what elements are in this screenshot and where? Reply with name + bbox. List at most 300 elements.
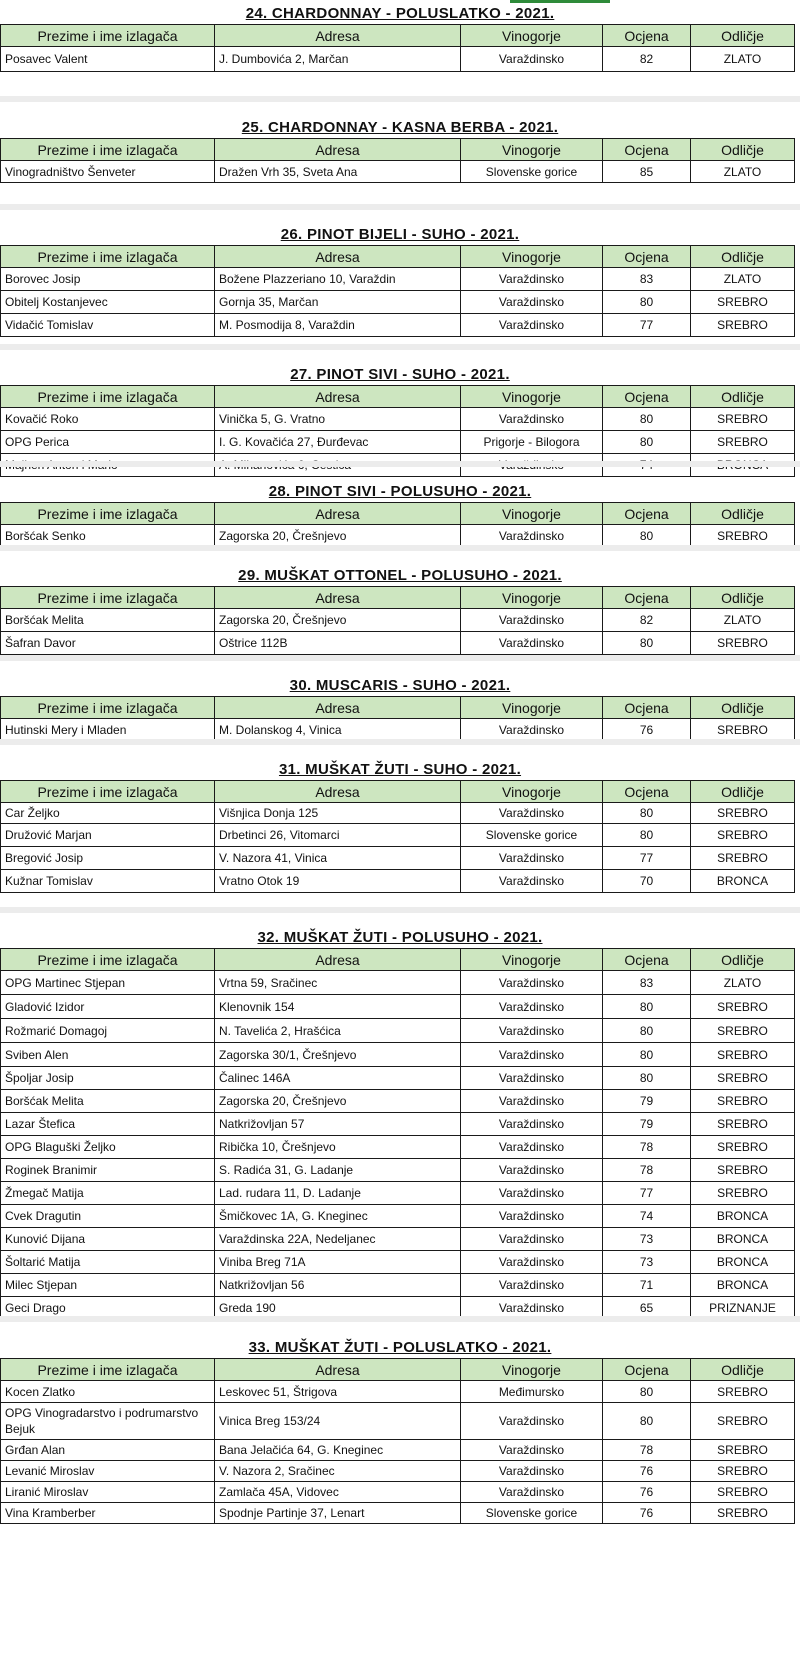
cell-score: 80	[603, 525, 691, 548]
table-header-row	[1, 949, 795, 971]
column-header-score: Ocjena	[603, 587, 691, 609]
column-header-award: Odličje	[691, 139, 795, 161]
cell-award: SREBRO	[691, 291, 795, 314]
cell-address: Spodnje Partinje 37, Lenart	[215, 1503, 461, 1524]
column-header-award: Odličje	[691, 246, 795, 268]
cell-exhibitor-name: Žmegač Matija	[1, 1182, 215, 1205]
cell-award: BRONCA	[691, 870, 795, 893]
cell-exhibitor-name: Špoljar Josip	[1, 1067, 215, 1090]
cell-wine-region: Varaždinsko	[461, 1067, 603, 1090]
section-separator	[0, 907, 800, 913]
cell-award: BRONCA	[691, 1274, 795, 1297]
cell-exhibitor-name: Bregović Josip	[1, 847, 215, 870]
cell-wine-region: Varaždinsko	[461, 1251, 603, 1274]
cell-wine-region: Slovenske gorice	[461, 161, 603, 183]
green-tab-accent	[510, 0, 610, 3]
table-row	[1, 1090, 795, 1113]
category-title-text: 33. MUŠKAT ŽUTI - POLUSLATKO - 2021.	[248, 1339, 552, 1356]
table-row	[1, 1228, 795, 1251]
results-table	[0, 1358, 795, 1524]
column-header-score: Ocjena	[603, 139, 691, 161]
column-header-address: Adresa	[215, 781, 461, 803]
cell-award: BRONCA	[691, 1228, 795, 1251]
cell-address: Zagorska 20, Črešnjevo	[215, 609, 461, 632]
cell-exhibitor-name: Kužnar Tomislav	[1, 870, 215, 893]
cell-wine-region: Varaždinsko	[461, 632, 603, 655]
cell-wine-region: Varaždinsko	[461, 408, 603, 431]
table-row	[1, 1182, 795, 1205]
cell-score: 76	[603, 1482, 691, 1503]
cell-exhibitor-name: Boršćak Senko	[1, 525, 215, 548]
cell-wine-region: Varaždinsko	[461, 1440, 603, 1461]
category-title	[0, 365, 800, 385]
cell-score: 80	[603, 1403, 691, 1440]
column-header-score: Ocjena	[603, 25, 691, 47]
category-title	[0, 1338, 800, 1358]
cell-award: SREBRO	[691, 1440, 795, 1461]
table-row	[1, 1251, 795, 1274]
cell-award: SREBRO	[691, 1182, 795, 1205]
column-header-exhibitor-name: Prezime i ime izlagača	[1, 139, 215, 161]
cell-score: 65	[603, 1297, 691, 1320]
cell-wine-region: Varaždinsko	[461, 1136, 603, 1159]
cell-exhibitor-name: Sviben Alen	[1, 1043, 215, 1067]
cell-wine-region: Varaždinsko	[461, 1090, 603, 1113]
column-header-score: Ocjena	[603, 781, 691, 803]
column-header-address: Adresa	[215, 1359, 461, 1381]
cell-exhibitor-name: OPG Vinogradarstvo i podrumarstvo Bejuk	[1, 1403, 215, 1440]
cell-score: 80	[603, 291, 691, 314]
cell-address: V. Nazora 41, Vinica	[215, 847, 461, 870]
cell-wine-region: Varaždinsko	[461, 995, 603, 1019]
section-separator	[0, 739, 800, 745]
category-title	[0, 482, 800, 502]
cell-address: Vinica Breg 153/24	[215, 1403, 461, 1440]
cell-address: Varaždinska 22A, Nedeljanec	[215, 1228, 461, 1251]
section-separator	[0, 96, 800, 102]
cell-wine-region: Međimursko	[461, 1381, 603, 1403]
cell-address: Vrtna 59, Sračinec	[215, 971, 461, 995]
table-row	[1, 971, 795, 995]
cell-wine-region: Varaždinsko	[461, 47, 603, 72]
section-separator	[0, 204, 800, 210]
column-header-wine-region: Vinogorje	[461, 503, 603, 525]
cell-wine-region: Varaždinsko	[461, 1461, 603, 1482]
cell-award: SREBRO	[691, 803, 795, 824]
cell-award: SREBRO	[691, 1090, 795, 1113]
table-row	[1, 1019, 795, 1043]
column-header-award: Odličje	[691, 503, 795, 525]
cell-score: 80	[603, 431, 691, 454]
table-header-row	[1, 503, 795, 525]
cell-wine-region: Varaždinsko	[461, 1043, 603, 1067]
category-title	[0, 118, 800, 138]
table-row	[1, 1461, 795, 1482]
cell-award: SREBRO	[691, 632, 795, 655]
cell-exhibitor-name: Hutinski Mery i Mladen	[1, 719, 215, 742]
cell-award: ZLATO	[691, 161, 795, 183]
cell-score: 79	[603, 1090, 691, 1113]
category-title-text: 26. PINOT BIJELI - SUHO - 2021.	[280, 226, 520, 243]
cell-wine-region: Varaždinsko	[461, 291, 603, 314]
cell-exhibitor-name: OPG Martinec Stjepan	[1, 971, 215, 995]
section-separator	[0, 545, 800, 551]
column-header-award: Odličje	[691, 949, 795, 971]
column-header-wine-region: Vinogorje	[461, 949, 603, 971]
cell-address: M. Dolanskog 4, Vinica	[215, 719, 461, 742]
cell-address: Zamlača 45A, Vidovec	[215, 1482, 461, 1503]
cell-exhibitor-name: Posavec Valent	[1, 47, 215, 72]
column-header-wine-region: Vinogorje	[461, 386, 603, 408]
cell-address: Vratno Otok 19	[215, 870, 461, 893]
cell-score: 80	[603, 1067, 691, 1090]
section-separator	[0, 655, 800, 661]
cell-score: 82	[603, 609, 691, 632]
column-header-award: Odličje	[691, 587, 795, 609]
results-table	[0, 586, 795, 655]
column-header-wine-region: Vinogorje	[461, 781, 603, 803]
cell-score: 82	[603, 47, 691, 72]
column-header-score: Ocjena	[603, 949, 691, 971]
table-row	[1, 161, 795, 183]
cell-exhibitor-name: Borovec Josip	[1, 268, 215, 291]
cell-address: Oštrice 112B	[215, 632, 461, 655]
column-header-exhibitor-name: Prezime i ime izlagača	[1, 503, 215, 525]
cell-award: SREBRO	[691, 1159, 795, 1182]
cell-score: 73	[603, 1251, 691, 1274]
results-table	[0, 780, 795, 893]
column-header-address: Adresa	[215, 697, 461, 719]
table-header-row	[1, 386, 795, 408]
cell-score: 76	[603, 1503, 691, 1524]
table-header-row	[1, 587, 795, 609]
cell-address: Zagorska 30/1, Črešnjevo	[215, 1043, 461, 1067]
category-title	[0, 676, 800, 696]
table-row	[1, 1043, 795, 1067]
cell-award: SREBRO	[691, 314, 795, 337]
cell-award: ZLATO	[691, 609, 795, 632]
cell-wine-region: Varaždinsko	[461, 1403, 603, 1440]
table-header-row	[1, 781, 795, 803]
cell-address: Bana Jelačića 64, G. Kneginec	[215, 1440, 461, 1461]
column-header-address: Adresa	[215, 139, 461, 161]
cell-award: SREBRO	[691, 431, 795, 454]
cell-address: Natkrižovljan 56	[215, 1274, 461, 1297]
cell-score: 83	[603, 268, 691, 291]
column-header-address: Adresa	[215, 949, 461, 971]
cell-award: PRIZNANJE	[691, 1297, 795, 1320]
column-header-wine-region: Vinogorje	[461, 25, 603, 47]
table-row	[1, 431, 795, 454]
cell-wine-region: Varaždinsko	[461, 870, 603, 893]
column-header-exhibitor-name: Prezime i ime izlagača	[1, 949, 215, 971]
cell-address: Natkrižovljan 57	[215, 1113, 461, 1136]
cell-exhibitor-name: Geci Drago	[1, 1297, 215, 1320]
cell-award: ZLATO	[691, 268, 795, 291]
table-row	[1, 314, 795, 337]
cell-exhibitor-name: Vina Kramberber	[1, 1503, 215, 1524]
cell-award: ZLATO	[691, 971, 795, 995]
column-header-score: Ocjena	[603, 1359, 691, 1381]
column-header-exhibitor-name: Prezime i ime izlagača	[1, 587, 215, 609]
cell-exhibitor-name: Rožmarić Domagoj	[1, 1019, 215, 1043]
cell-score: 78	[603, 1136, 691, 1159]
column-header-award: Odličje	[691, 25, 795, 47]
category-title	[0, 566, 800, 586]
cell-award: SREBRO	[691, 1043, 795, 1067]
cell-wine-region: Varaždinsko	[461, 1274, 603, 1297]
cell-address: Vinička 5, G. Vratno	[215, 408, 461, 431]
cell-exhibitor-name: Šafran Davor	[1, 632, 215, 655]
cell-wine-region: Varaždinsko	[461, 803, 603, 824]
cell-address: Šmičkovec 1A, G. Kneginec	[215, 1205, 461, 1228]
table-row	[1, 1482, 795, 1503]
cell-exhibitor-name: Vidačić Tomislav	[1, 314, 215, 337]
category-title-text: 31. MUŠKAT ŽUTI - SUHO - 2021.	[278, 761, 522, 778]
cell-address: Dražen Vrh 35, Sveta Ana	[215, 161, 461, 183]
cell-wine-region: Varaždinsko	[461, 1228, 603, 1251]
table-row	[1, 995, 795, 1019]
results-table	[0, 696, 795, 742]
cell-score: 74	[603, 1205, 691, 1228]
cell-score: 78	[603, 1440, 691, 1461]
column-header-exhibitor-name: Prezime i ime izlagača	[1, 25, 215, 47]
table-header-row	[1, 139, 795, 161]
table-row	[1, 1440, 795, 1461]
cell-exhibitor-name: Obitelj Kostanjevec	[1, 291, 215, 314]
cell-address: I. G. Kovačića 27, Đurđevac	[215, 431, 461, 454]
cell-wine-region: Prigorje - Bilogora	[461, 431, 603, 454]
column-header-award: Odličje	[691, 697, 795, 719]
cell-wine-region: Varaždinsko	[461, 971, 603, 995]
table-row	[1, 1274, 795, 1297]
cell-address: Čalinec 146A	[215, 1067, 461, 1090]
column-header-address: Adresa	[215, 386, 461, 408]
cell-score: 85	[603, 161, 691, 183]
cell-award: ZLATO	[691, 47, 795, 72]
cell-address: Klenovnik 154	[215, 995, 461, 1019]
cell-exhibitor-name: Boršćak Melita	[1, 1090, 215, 1113]
cell-wine-region: Slovenske gorice	[461, 1503, 603, 1524]
cell-address: Zagorska 20, Črešnjevo	[215, 525, 461, 548]
column-header-address: Adresa	[215, 25, 461, 47]
cell-wine-region: Varaždinsko	[461, 1482, 603, 1503]
cell-award: SREBRO	[691, 1067, 795, 1090]
cell-award: SREBRO	[691, 1136, 795, 1159]
cell-score: 70	[603, 870, 691, 893]
table-row	[1, 870, 795, 893]
cell-exhibitor-name: Cvek Dragutin	[1, 1205, 215, 1228]
cell-score: 71	[603, 1274, 691, 1297]
column-header-address: Adresa	[215, 587, 461, 609]
cell-award: BRONCA	[691, 1251, 795, 1274]
cell-address: J. Dumbovića 2, Marčan	[215, 47, 461, 72]
cell-wine-region: Varaždinsko	[461, 847, 603, 870]
cell-score: 78	[603, 1159, 691, 1182]
cell-exhibitor-name: Kunović Dijana	[1, 1228, 215, 1251]
table-row	[1, 268, 795, 291]
table-row	[1, 609, 795, 632]
column-header-wine-region: Vinogorje	[461, 1359, 603, 1381]
results-table	[0, 138, 795, 183]
cell-award: SREBRO	[691, 408, 795, 431]
cell-exhibitor-name: Kovačić Roko	[1, 408, 215, 431]
column-header-score: Ocjena	[603, 246, 691, 268]
cell-address: V. Nazora 2, Sračinec	[215, 1461, 461, 1482]
section-separator	[0, 461, 800, 467]
column-header-score: Ocjena	[603, 386, 691, 408]
cell-score: 80	[603, 995, 691, 1019]
column-header-award: Odličje	[691, 1359, 795, 1381]
cell-address: Zagorska 20, Črešnjevo	[215, 1090, 461, 1113]
cell-exhibitor-name: Grđan Alan	[1, 1440, 215, 1461]
category-title-text: 28. PINOT SIVI - POLUSUHO - 2021.	[268, 483, 532, 500]
cell-exhibitor-name: Šoltarić Matija	[1, 1251, 215, 1274]
cell-score: 80	[603, 1043, 691, 1067]
cell-award: SREBRO	[691, 995, 795, 1019]
cell-exhibitor-name: Liranić Miroslav	[1, 1482, 215, 1503]
cell-score: 73	[603, 1228, 691, 1251]
cell-wine-region: Varaždinsko	[461, 719, 603, 742]
category-title	[0, 928, 800, 948]
cell-wine-region: Varaždinsko	[461, 525, 603, 548]
results-table	[0, 502, 795, 548]
cell-award: SREBRO	[691, 1381, 795, 1403]
cell-exhibitor-name: Vinogradništvo Šenveter	[1, 161, 215, 183]
cell-award: SREBRO	[691, 1113, 795, 1136]
cell-score: 77	[603, 1182, 691, 1205]
column-header-wine-region: Vinogorje	[461, 246, 603, 268]
cell-award: SREBRO	[691, 1403, 795, 1440]
cell-score: 80	[603, 803, 691, 824]
cell-award: SREBRO	[691, 1019, 795, 1043]
cell-wine-region: Varaždinsko	[461, 1019, 603, 1043]
table-header-row	[1, 246, 795, 268]
cell-address: Viniba Breg 71A	[215, 1251, 461, 1274]
category-title	[0, 4, 800, 24]
cell-exhibitor-name: Kocen Zlatko	[1, 1381, 215, 1403]
cell-wine-region: Varaždinsko	[461, 268, 603, 291]
column-header-award: Odličje	[691, 781, 795, 803]
cell-score: 80	[603, 824, 691, 847]
table-row	[1, 803, 795, 824]
cell-exhibitor-name: Boršćak Melita	[1, 609, 215, 632]
cell-score: 79	[603, 1113, 691, 1136]
cell-award: SREBRO	[691, 1503, 795, 1524]
cell-award: SREBRO	[691, 525, 795, 548]
cell-exhibitor-name: Gladović Izidor	[1, 995, 215, 1019]
table-row	[1, 1159, 795, 1182]
cell-award: SREBRO	[691, 847, 795, 870]
table-row	[1, 847, 795, 870]
cell-award: SREBRO	[691, 719, 795, 742]
cell-exhibitor-name: OPG Perica	[1, 431, 215, 454]
results-table	[0, 24, 795, 72]
category-title	[0, 225, 800, 245]
cell-score: 80	[603, 408, 691, 431]
table-row	[1, 632, 795, 655]
column-header-exhibitor-name: Prezime i ime izlagača	[1, 386, 215, 408]
column-header-exhibitor-name: Prezime i ime izlagača	[1, 781, 215, 803]
cell-wine-region: Varaždinsko	[461, 1297, 603, 1320]
table-row	[1, 1403, 795, 1440]
column-header-wine-region: Vinogorje	[461, 587, 603, 609]
cell-wine-region: Varaždinsko	[461, 1182, 603, 1205]
column-header-wine-region: Vinogorje	[461, 697, 603, 719]
cell-address: N. Tavelića 2, Hrašćica	[215, 1019, 461, 1043]
table-row	[1, 47, 795, 72]
cell-address: Višnjica Donja 125	[215, 803, 461, 824]
cell-exhibitor-name: Car Željko	[1, 803, 215, 824]
cell-address: Drbetinci 26, Vitomarci	[215, 824, 461, 847]
table-row	[1, 408, 795, 431]
cell-award: SREBRO	[691, 824, 795, 847]
cell-exhibitor-name: Lazar Štefica	[1, 1113, 215, 1136]
category-title-text: 24. CHARDONNAY - POLUSLATKO - 2021.	[245, 5, 555, 22]
column-header-exhibitor-name: Prezime i ime izlagača	[1, 1359, 215, 1381]
section-separator	[0, 1316, 800, 1322]
column-header-address: Adresa	[215, 246, 461, 268]
cell-wine-region: Varaždinsko	[461, 1113, 603, 1136]
cell-score: 80	[603, 1019, 691, 1043]
column-header-award: Odličje	[691, 386, 795, 408]
table-row	[1, 1136, 795, 1159]
table-row	[1, 824, 795, 847]
category-title-text: 32. MUŠKAT ŽUTI - POLUSUHO - 2021.	[257, 929, 543, 946]
cell-score: 76	[603, 1461, 691, 1482]
table-row	[1, 291, 795, 314]
column-header-exhibitor-name: Prezime i ime izlagača	[1, 246, 215, 268]
cell-address: Božene Plazzeriano 10, Varaždin	[215, 268, 461, 291]
cell-award: SREBRO	[691, 1461, 795, 1482]
cell-exhibitor-name: Levanić Miroslav	[1, 1461, 215, 1482]
table-row	[1, 1113, 795, 1136]
cell-address: Leskovec 51, Štrigova	[215, 1381, 461, 1403]
cell-wine-region: Varaždinsko	[461, 314, 603, 337]
column-header-score: Ocjena	[603, 697, 691, 719]
column-header-score: Ocjena	[603, 503, 691, 525]
cell-exhibitor-name: Družović Marjan	[1, 824, 215, 847]
table-row	[1, 1503, 795, 1524]
results-table	[0, 245, 795, 337]
cell-score: 76	[603, 719, 691, 742]
table-row	[1, 1067, 795, 1090]
cell-address: Ribička 10, Črešnjevo	[215, 1136, 461, 1159]
table-header-row	[1, 697, 795, 719]
cell-address: Lad. rudara 11, D. Ladanje	[215, 1182, 461, 1205]
cell-address: M. Posmodija 8, Varaždin	[215, 314, 461, 337]
table-row	[1, 1205, 795, 1228]
cell-wine-region: Varaždinsko	[461, 609, 603, 632]
table-header-row	[1, 25, 795, 47]
cell-address: S. Radića 31, G. Ladanje	[215, 1159, 461, 1182]
category-title-text: 30. MUSCARIS - SUHO - 2021.	[289, 677, 511, 694]
cell-exhibitor-name: OPG Blaguški Željko	[1, 1136, 215, 1159]
category-title-text: 27. PINOT SIVI - SUHO - 2021.	[290, 366, 510, 383]
cell-wine-region: Varaždinsko	[461, 1159, 603, 1182]
section-separator	[0, 344, 800, 350]
category-title-text: 29. MUŠKAT OTTONEL - POLUSUHO - 2021.	[238, 567, 562, 584]
table-row	[1, 1381, 795, 1403]
cell-address: Greda 190	[215, 1297, 461, 1320]
results-table	[0, 948, 795, 1320]
table-header-row	[1, 1359, 795, 1381]
category-title-text: 25. CHARDONNAY - KASNA BERBA - 2021.	[241, 119, 559, 136]
cell-award: BRONCA	[691, 1205, 795, 1228]
cell-score: 80	[603, 1381, 691, 1403]
cell-score: 80	[603, 632, 691, 655]
column-header-address: Adresa	[215, 503, 461, 525]
